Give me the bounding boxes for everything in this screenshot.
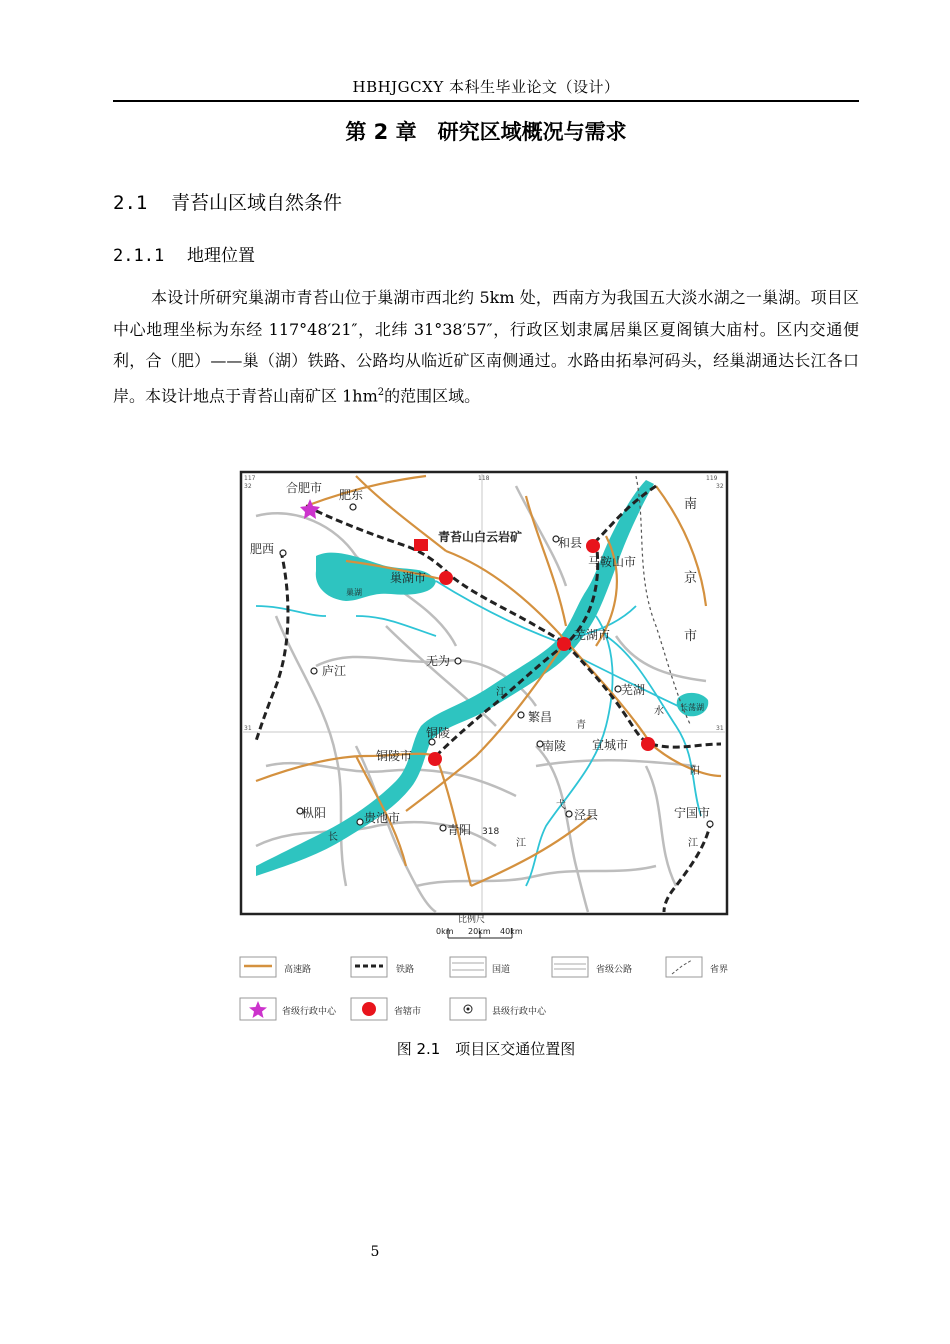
target-site-marker [414,539,428,551]
paragraph-superscript: 2 [377,386,385,398]
legend-prefecture-city: 省辖市 [394,1007,422,1017]
frame-lon-119: 119 [706,475,718,482]
figure-caption: 图 2.1 项目区交通位置图 [396,1040,576,1058]
subsection-title: 地理位置 [187,246,255,266]
river-char-shui: 水 [654,706,664,717]
frame-lon-118: 118 [478,475,490,482]
subsection-number: 2.1.1 [113,246,165,266]
label-nanling: 南陵 [542,739,567,753]
vertical-char-shi: 市 [684,629,698,644]
frame-lat-31-right: 31 [716,725,724,732]
frame-lon-117: 117 [244,475,256,482]
wuhu-dot [557,637,571,651]
page-header: HBHJGCXY 本科生毕业论文（设计） [352,78,620,96]
label-wuwei: 无为 [426,654,451,668]
label-wuhu-city: 芜湖市 [574,628,611,642]
legend [240,957,728,1020]
label-tongling-county: 铜陵 [426,726,451,740]
label-maanshan: 马鞍山市 [588,555,637,569]
legend-highway: 高速路 [284,965,312,975]
label-ningguo: 宁国市 [674,806,711,820]
label-feixi: 肥西 [250,542,275,556]
scale-20: 20km [468,927,491,936]
label-changdang: 长荡湖 [680,703,704,712]
label-wuhu-county: 芜湖 [621,683,646,697]
river-char-yi: 弋 [556,800,566,811]
label-lujiang: 庐江 [322,664,347,678]
label-tongling-city: 铜陵市 [376,749,413,763]
label-chaohu-city: 巢湖市 [390,571,427,585]
legend-province-border: 省界 [710,965,729,975]
header-rule [113,100,859,102]
scale-0: 0km [436,927,454,936]
label-qingyang: 青阳 [447,823,472,837]
legend-railway: 铁路 [396,965,415,975]
paragraph-part1: 本设计所研究巢湖市青苔山位于巢湖市西北约 5km 处，西南方为我国五大淡水湖之一巢湖。项目区中心地理坐标为东经 117°48′21″，北纬 31°38′57″，行政区划隶属居巢区夏阁镇大庙村。区内交通便利，合（肥）——巢（湖）铁路、公路均从临近矿区南侧通过。水路由拓皋河码头，经巢湖通达长江各口岸。本设计地点于青苔山南矿区 1hm [113,288,859,405]
location-map-figure [236,466,736,1032]
river-char-jiang2: 江 [516,838,526,849]
section-title: 青苔山区域自然条件 [171,192,343,214]
body-paragraph [113,282,859,411]
section-heading [113,188,342,215]
page-number: 5 [370,1244,380,1260]
xuancheng-dot [641,737,655,751]
frame-lat-31-left: 31 [244,725,252,732]
river-char-qing: 青 [576,720,586,731]
label-jingxian: 泾县 [574,808,599,822]
label-xuancheng: 宣城市 [592,738,629,752]
scale-40: 40km [500,927,523,936]
river-char-jiang: 江 [496,687,506,698]
label-hefei: 合肥市 [286,481,323,495]
chaohu-city-dot [439,571,453,585]
scale-title: 比例尺 [458,915,486,925]
river-char-jiang3: 江 [688,838,698,849]
label-chizhou: 贵池市 [364,811,401,825]
frame-lat-32-left: 32 [244,483,252,490]
label-target: 青苔山白云岩矿 [438,530,523,544]
label-fanchang: 繁昌 [528,710,553,724]
legend-provincial-road: 省级公路 [596,965,633,975]
vertical-char-jing: 京 [684,571,698,586]
river-char-chang: 长 [328,832,338,843]
subsection-heading [113,241,255,266]
label-feidong: 肥东 [339,488,364,502]
paragraph-part2: 的范围区域。 [384,385,481,405]
tongling-dot [428,752,442,766]
label-hexian: 和县 [558,536,583,550]
location-map [236,466,736,1032]
legend-national-road: 国道 [492,965,511,975]
section-number: 2.1 [113,192,148,214]
maanshan-dot [586,539,600,553]
label-zongyang: 枞阳 [302,806,327,820]
label-chaohu-lake: 巢湖 [346,588,362,597]
frame-lat-32-right: 32 [716,483,724,490]
legend-county-center: 县级行政中心 [492,1007,547,1017]
river-char-yang: 阳 [690,766,700,777]
legend-provincial-center: 省级行政中心 [282,1007,337,1017]
chapter-title: 第 2 章 研究区域概况与需求 [345,120,627,144]
vertical-char-nan: 南 [684,497,698,512]
label-road-318: 318 [482,827,500,837]
